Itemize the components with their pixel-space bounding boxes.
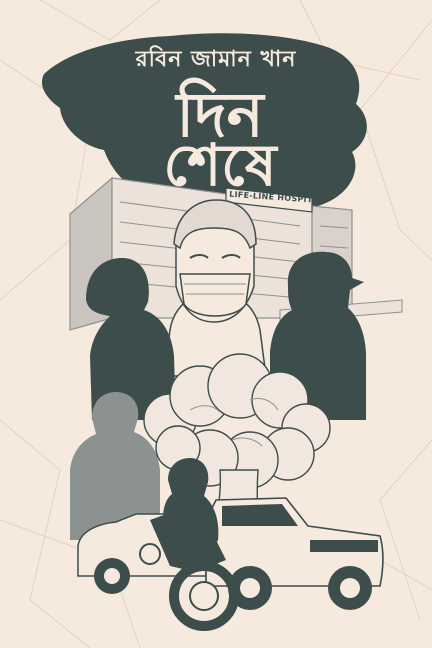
book-title-line2: শেষে [163, 131, 277, 199]
book-title-line1: দিন [176, 78, 264, 151]
hospital-sign-text: LIFE-LINE HOSPITAL [228, 189, 325, 206]
author-name: রবিন জামান খান [135, 47, 297, 72]
masked-woman-figure [164, 200, 266, 376]
hospital-sign [0, 190, 432, 210]
